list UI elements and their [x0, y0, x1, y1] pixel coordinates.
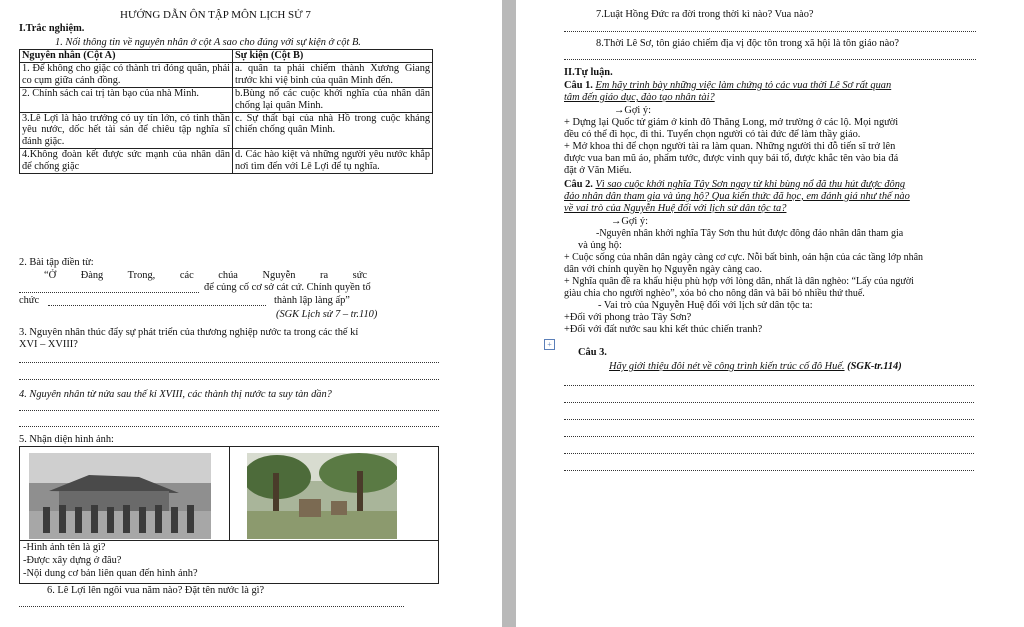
section-multiple-choice: I.Trắc nghiệm.: [19, 23, 85, 34]
temple-photo: [29, 453, 211, 539]
blank-line[interactable]: [48, 305, 266, 306]
blank-line[interactable]: [19, 410, 439, 411]
event-cell: d. Các hào kiệt và những người yêu nước khắp nơi tìm đến với Lê Lợi để tụ nghĩa.: [233, 149, 433, 174]
left-page: [0, 0, 502, 627]
essay-2-hint-line: và ủng hộ:: [578, 240, 622, 251]
blank-line[interactable]: [564, 419, 974, 420]
fill-source: (SGK Lịch sử 7 – tr.110): [276, 309, 378, 320]
move-handle-icon[interactable]: +: [544, 339, 555, 350]
section-essay: II.Tự luận.: [564, 67, 613, 78]
col-a-header: Nguyên nhân (Cột A): [20, 50, 233, 63]
fill-line-3a: chức: [19, 295, 40, 306]
image-divider: [229, 447, 230, 541]
image-question-location: -Được xây dựng ở đâu?: [23, 555, 122, 566]
cause-cell: 4.Không đoàn kết được sức mạnh của nhân dân để chống giặc: [20, 149, 233, 174]
blank-line[interactable]: [564, 402, 974, 403]
essay-2-hint-line: giàu chia cho người nghèo”, xóa bỏ cho nông dân và bãi bỏ nhiều thứ thuế.: [564, 288, 865, 299]
image-box: [19, 446, 439, 541]
essay-1-hint-line: + Mở khoa thi để chọn người tài ra làm quan. Những người thi đỗ tiến sĩ trở lên: [564, 141, 896, 152]
table-row: [20, 149, 433, 174]
blank-line[interactable]: [19, 292, 199, 293]
question-6: 6. Lê Lợi lên ngôi vua năm nào? Đặt tên nước là gì?: [47, 585, 265, 596]
essay-2-hint-line: + Nghĩa quân đề ra khẩu hiệu phù hợp với lòng dân, nhất là dân nghèo: “Lấy của người: [564, 276, 914, 287]
table-row: [20, 87, 433, 112]
cause-cell: 1. Để không cho giặc có thành trì đóng quân, phải co cụm giữa cánh đồng.: [20, 62, 233, 87]
blank-line[interactable]: [564, 453, 974, 454]
essay-3-reference: (SGK-tr.114): [847, 361, 902, 372]
hint-1: →Gợi ý:: [614, 105, 651, 116]
essay-1-hint-line: đều có thể đi học, đi thi. Tuyển chọn người có tài đức để làm thầy giáo.: [564, 129, 861, 140]
page-gutter: [502, 0, 516, 627]
essay-2-question: Vì sao cuộc khởi nghĩa Tây Sơn ngay từ khi bùng nổ đã thu hút được đông: [595, 179, 906, 190]
essay-2-label: Câu 2.: [564, 179, 593, 190]
essay-2-question-cont: đảo nhân dân tham gia và ủng hộ? Qua kiến thức đã học, em đánh giá như thế nào: [564, 191, 910, 202]
essay-2-hint-line: +Đối với đất nước sau khi kết thúc chiến tranh?: [564, 324, 763, 335]
essay-2-hint-line: dân với chính quyền họ Nguyễn ngày càng cao.: [564, 264, 762, 275]
question-8: 8.Thời Lê Sơ, tôn giáo chiếm địa vị độc tôn trong xã hội là tôn giáo nào?: [596, 38, 900, 49]
question-5: 5. Nhận diện hình ảnh:: [19, 434, 114, 445]
fill-line-2: để củng cố cơ sở cát cứ. Chính quyền tổ: [204, 282, 371, 293]
blank-line[interactable]: [564, 470, 974, 471]
essay-1-question-cont: tâm đến giáo dục, đào tạo nhân tài?: [564, 92, 715, 103]
event-cell: c. Sự thất bại của nhà Hồ trong cuộc kháng chiến chống quân Minh.: [233, 112, 433, 149]
blank-line[interactable]: [19, 379, 439, 380]
essay-1-hint-line: được vua ban mũ áo, phẩm tước, được vinh quy bái tổ, được khắc tên vào bia đá: [564, 153, 899, 164]
question-1: 1. Nối thông tin về nguyên nhân ở cột A sao cho đúng với sự kiện ở cột B.: [55, 37, 361, 48]
blank-line[interactable]: [19, 362, 439, 363]
essay-1-hint-line: + Dựng lại Quốc tử giám ở kinh đô Thăng Long, mở trường ở các lộ. Mọi người: [564, 117, 899, 128]
blank-line[interactable]: [19, 606, 404, 607]
blank-line[interactable]: [564, 385, 974, 386]
image-questions-box: [19, 540, 439, 584]
fill-line-3b: thành lập làng ấp”: [274, 295, 350, 306]
essay-1-hint-line: đặt ở Văn Miếu.: [564, 165, 632, 176]
col-b-header: Sự kiện (Cột B): [233, 50, 433, 63]
ruins-photo: [247, 453, 397, 539]
table-row: [20, 62, 433, 87]
essay-3-question: Hãy giới thiệu đôi nét về công trình kiến trúc cố đô Huế.: [609, 361, 845, 372]
blank-line[interactable]: [19, 426, 439, 427]
essay-2-hint-line: - Vai trò của Nguyễn Huệ đối với lịch sử dân tộc ta:: [598, 300, 813, 311]
question-3: 3. Nguyên nhân thúc đẩy sự phát triển của thương nghiệp nước ta trong các thế kỉ: [19, 327, 359, 338]
image-question-content: -Nội dung cơ bản liên quan đến hình ảnh?: [23, 568, 198, 579]
event-cell: a. quân ta phải chiếm thành Xương Giang trước khi việ binh của quân Minh đến.: [233, 62, 433, 87]
blank-line[interactable]: [564, 31, 976, 32]
fill-line-1: “Ở Đàng Trong, các chúa Nguyễn ra sức: [44, 270, 367, 281]
essay-1-label: Câu 1.: [564, 80, 593, 91]
document-title: HƯỚNG DẪN ÔN TẬP MÔN LỊCH SỬ 7: [120, 9, 311, 21]
question-4: 4. Nguyên nhân từ nửa sau thế kỉ XVIII, các thành thị nước ta suy tàn dần?: [19, 389, 332, 400]
essay-2-hint-line: + Cuộc sống của nhân dân ngày càng cơ cực. Nỗi bất bình, oán hận của các tầng lớp nhân: [564, 252, 924, 263]
blank-line[interactable]: [564, 436, 974, 437]
image-question-name: -Hình ảnh tên là gì?: [23, 542, 106, 553]
essay-1-question: Em hãy trình bày những việc làm chứng tỏ các vua thời Lê Sơ rất quan: [595, 80, 892, 91]
blank-line[interactable]: [564, 59, 976, 60]
cause-cell: 2. Chính sách cai trị tàn bạo của nhà Minh.: [20, 87, 233, 112]
hint-2: →Gợi ý:: [611, 216, 648, 227]
question-3-cont: XVI – XVIII?: [19, 339, 78, 350]
right-page: [516, 0, 1024, 627]
essay-3-label: Câu 3.: [578, 347, 607, 358]
essay-2-question-cont: về vai trò của Nguyễn Huệ đối với lịch sử dân tộc ta?: [564, 203, 787, 214]
cause-cell: 3.Lê Lợi là hào trưởng có uy tín lớn, có tinh thần yêu nước, dốc hết tài sản để chiêu tập nghĩa sĩ đánh giặc.: [20, 112, 233, 149]
table-header-row: [20, 50, 433, 63]
essay-2-hint-line: -Nguyên nhân khởi nghĩa Tây Sơn thu hút được đông đảo nhân dân tham gia: [596, 228, 904, 239]
event-cell: b.Bùng nổ các cuộc khởi nghĩa của nhân dân chống lại quân Minh.: [233, 87, 433, 112]
question-2: 2. Bài tập điền từ:: [19, 257, 94, 268]
matching-table: [19, 49, 433, 174]
question-7: 7.Luật Hồng Đức ra đời trong thời kì nào? Vua nào?: [596, 9, 814, 20]
essay-2-hint-line: +Đối với phong trào Tây Sơn?: [564, 312, 692, 323]
table-row: [20, 112, 433, 149]
